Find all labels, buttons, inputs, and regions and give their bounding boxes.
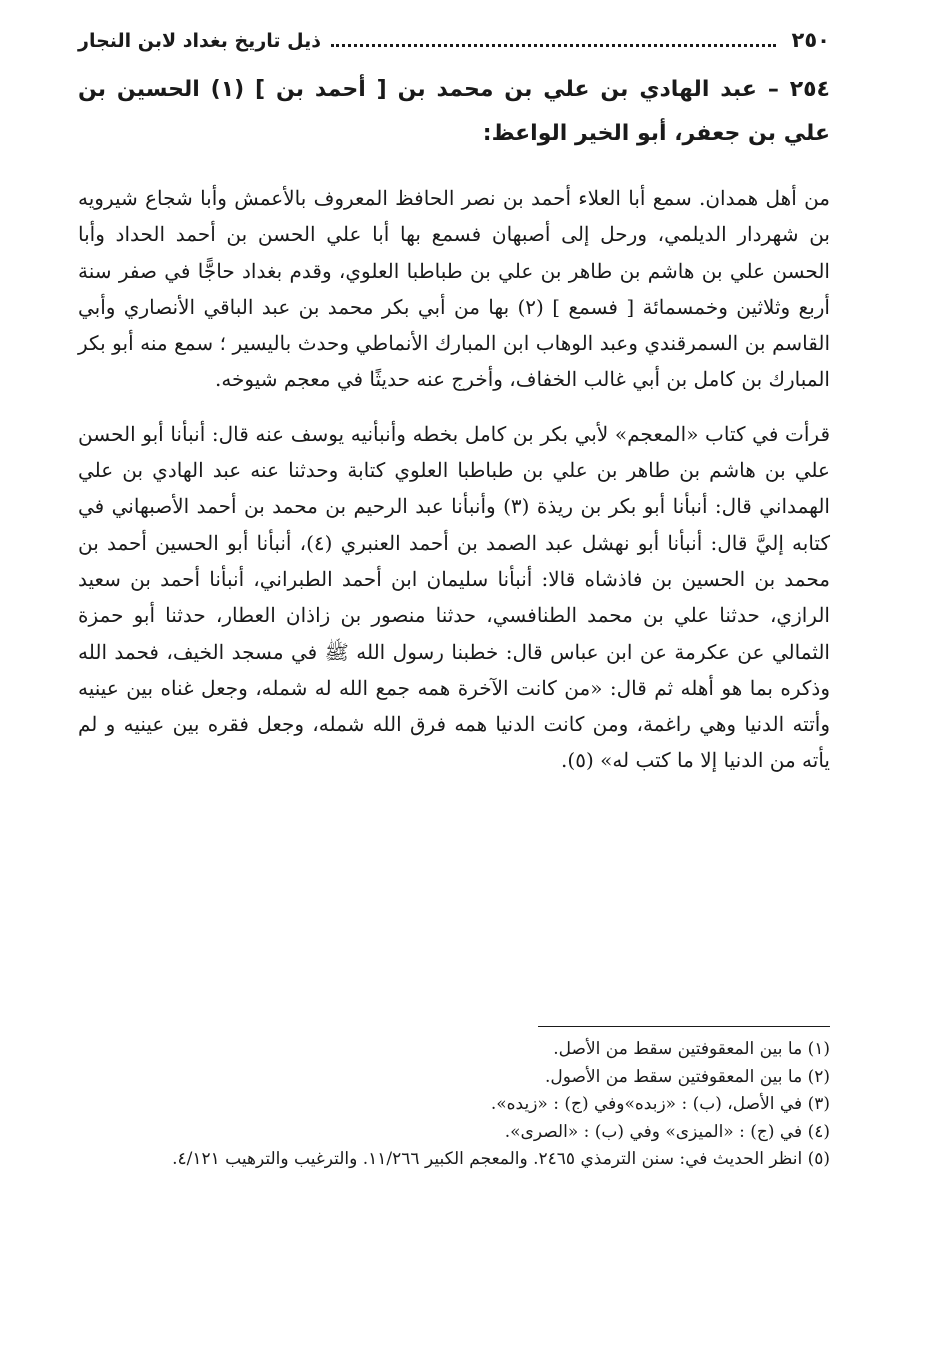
book-page (78, 28, 831, 1169)
footnote-1: (١) ما بين المعقوفتين سقط من الأصل. (553, 1039, 830, 1059)
running-header (78, 28, 830, 62)
footnote-4: (٤) في (ج) : «الميزى» وفي (ب) : «الصرى». (504, 1121, 830, 1142)
running-title: ذيل تاريخ بغداد لابن النجار (78, 30, 321, 52)
dotted-leader (331, 30, 776, 47)
footnote-separator (538, 1026, 830, 1027)
footnote-2: (٢) ما بين المعقوفتين سقط من الأصول. (545, 1066, 830, 1087)
footnote-3: (٣) في الأصل، (ب) : «زبده»وفي (ج) : «زيده». (490, 1094, 830, 1114)
page-number: ٢٥٠ (791, 28, 830, 52)
entry-heading: ٢٥٤ – عبد الهادي بن علي بن محمد بن [ أحمد بن ] (١) الحسين بن علي بن جعفر، أبو الخير الواعظ: (78, 77, 830, 146)
hadith-paragraph: قرأت في كتاب «المعجم» لأبي بكر بن كامل بخطه وأنبأنيه يوسف عنه قال: أنبأنا أبو الحسن علي بن هاشم بن طاهر بن علي بن طباطبا العلوي كتابة وحدثنا عنه عبد الهادي بن علي الهمداني قال: أنبأنا أبو بكر بن ريذة (٣) وأنبأنا عبد الرحيم بن محمد بن أحمد الأصبهاني في كتابه إليَّ قال: أنبأنا أبو نهشل عبد الصمد بن أحمد العنبري (٤)، أنبأنا أبو الحسين أحمد بن محمد بن الحسين بن فاذشاه قالا: أنبأنا سليمان ابن أحمد الطبراني، أنبأنا أحمد بن سعيد الرازي، حدثنا علي بن محمد الطنافسي، حدثنا منصور بن زاذان العطار، حدثنا أبو حمزة الثمالي عن عكرمة عن ابن عباس قال: خطبنا رسول الله ﷺ في مسجد الخيف، فحمد الله وذكره بما هو أهله ثم قال: «من كانت الآخرة همه جمع الله له شمله، وجعل غناه بين عينيه وأتته الدنيا وهي راغمة، ومن كانت الدنيا همه فرق الله شمله، وجعل فقره بين عينيه و لم يأته من الدنيا إلا ما كتب له» (٥). (78, 421, 830, 773)
footnote-5: (٥) انظر الحديث في: سنن الترمذي ٢٤٦٥. والمعجم الكبير ١١/٢٦٦. والترغيب والترهيب ٤/١٢١. (172, 1149, 830, 1169)
footnotes (78, 1036, 830, 1174)
biography-paragraph: من أهل همدان. سمع أبا العلاء أحمد بن نصر الحافظ المعروف بالأعمش وأبا شجاع شيرويه بن شهردار الديلمي، ورحل إلى أصبهان فسمع بها أبا علي الحسن بن أحمد الحداد وأبا الحسن علي بن هاشم بن طاهر بن علي بن طباطبا العلوي، وقدم بغداد حاجًّا في صفر سنة أربع وثلاثين وخمسمائة [ فسمع ] (٢) بها من أبي بكر محمد بن عبد الباقي الأنصاري وأبي القاسم بن السمرقندي وعبد الوهاب ابن المبارك الأنماطي وحدث باليسير ؛ سمع منه أبو بكر المبارك بن كامل بن أبي غالب الخفاف، وأخرج عنه حديثًا في معجم شيوخه. (78, 186, 831, 392)
